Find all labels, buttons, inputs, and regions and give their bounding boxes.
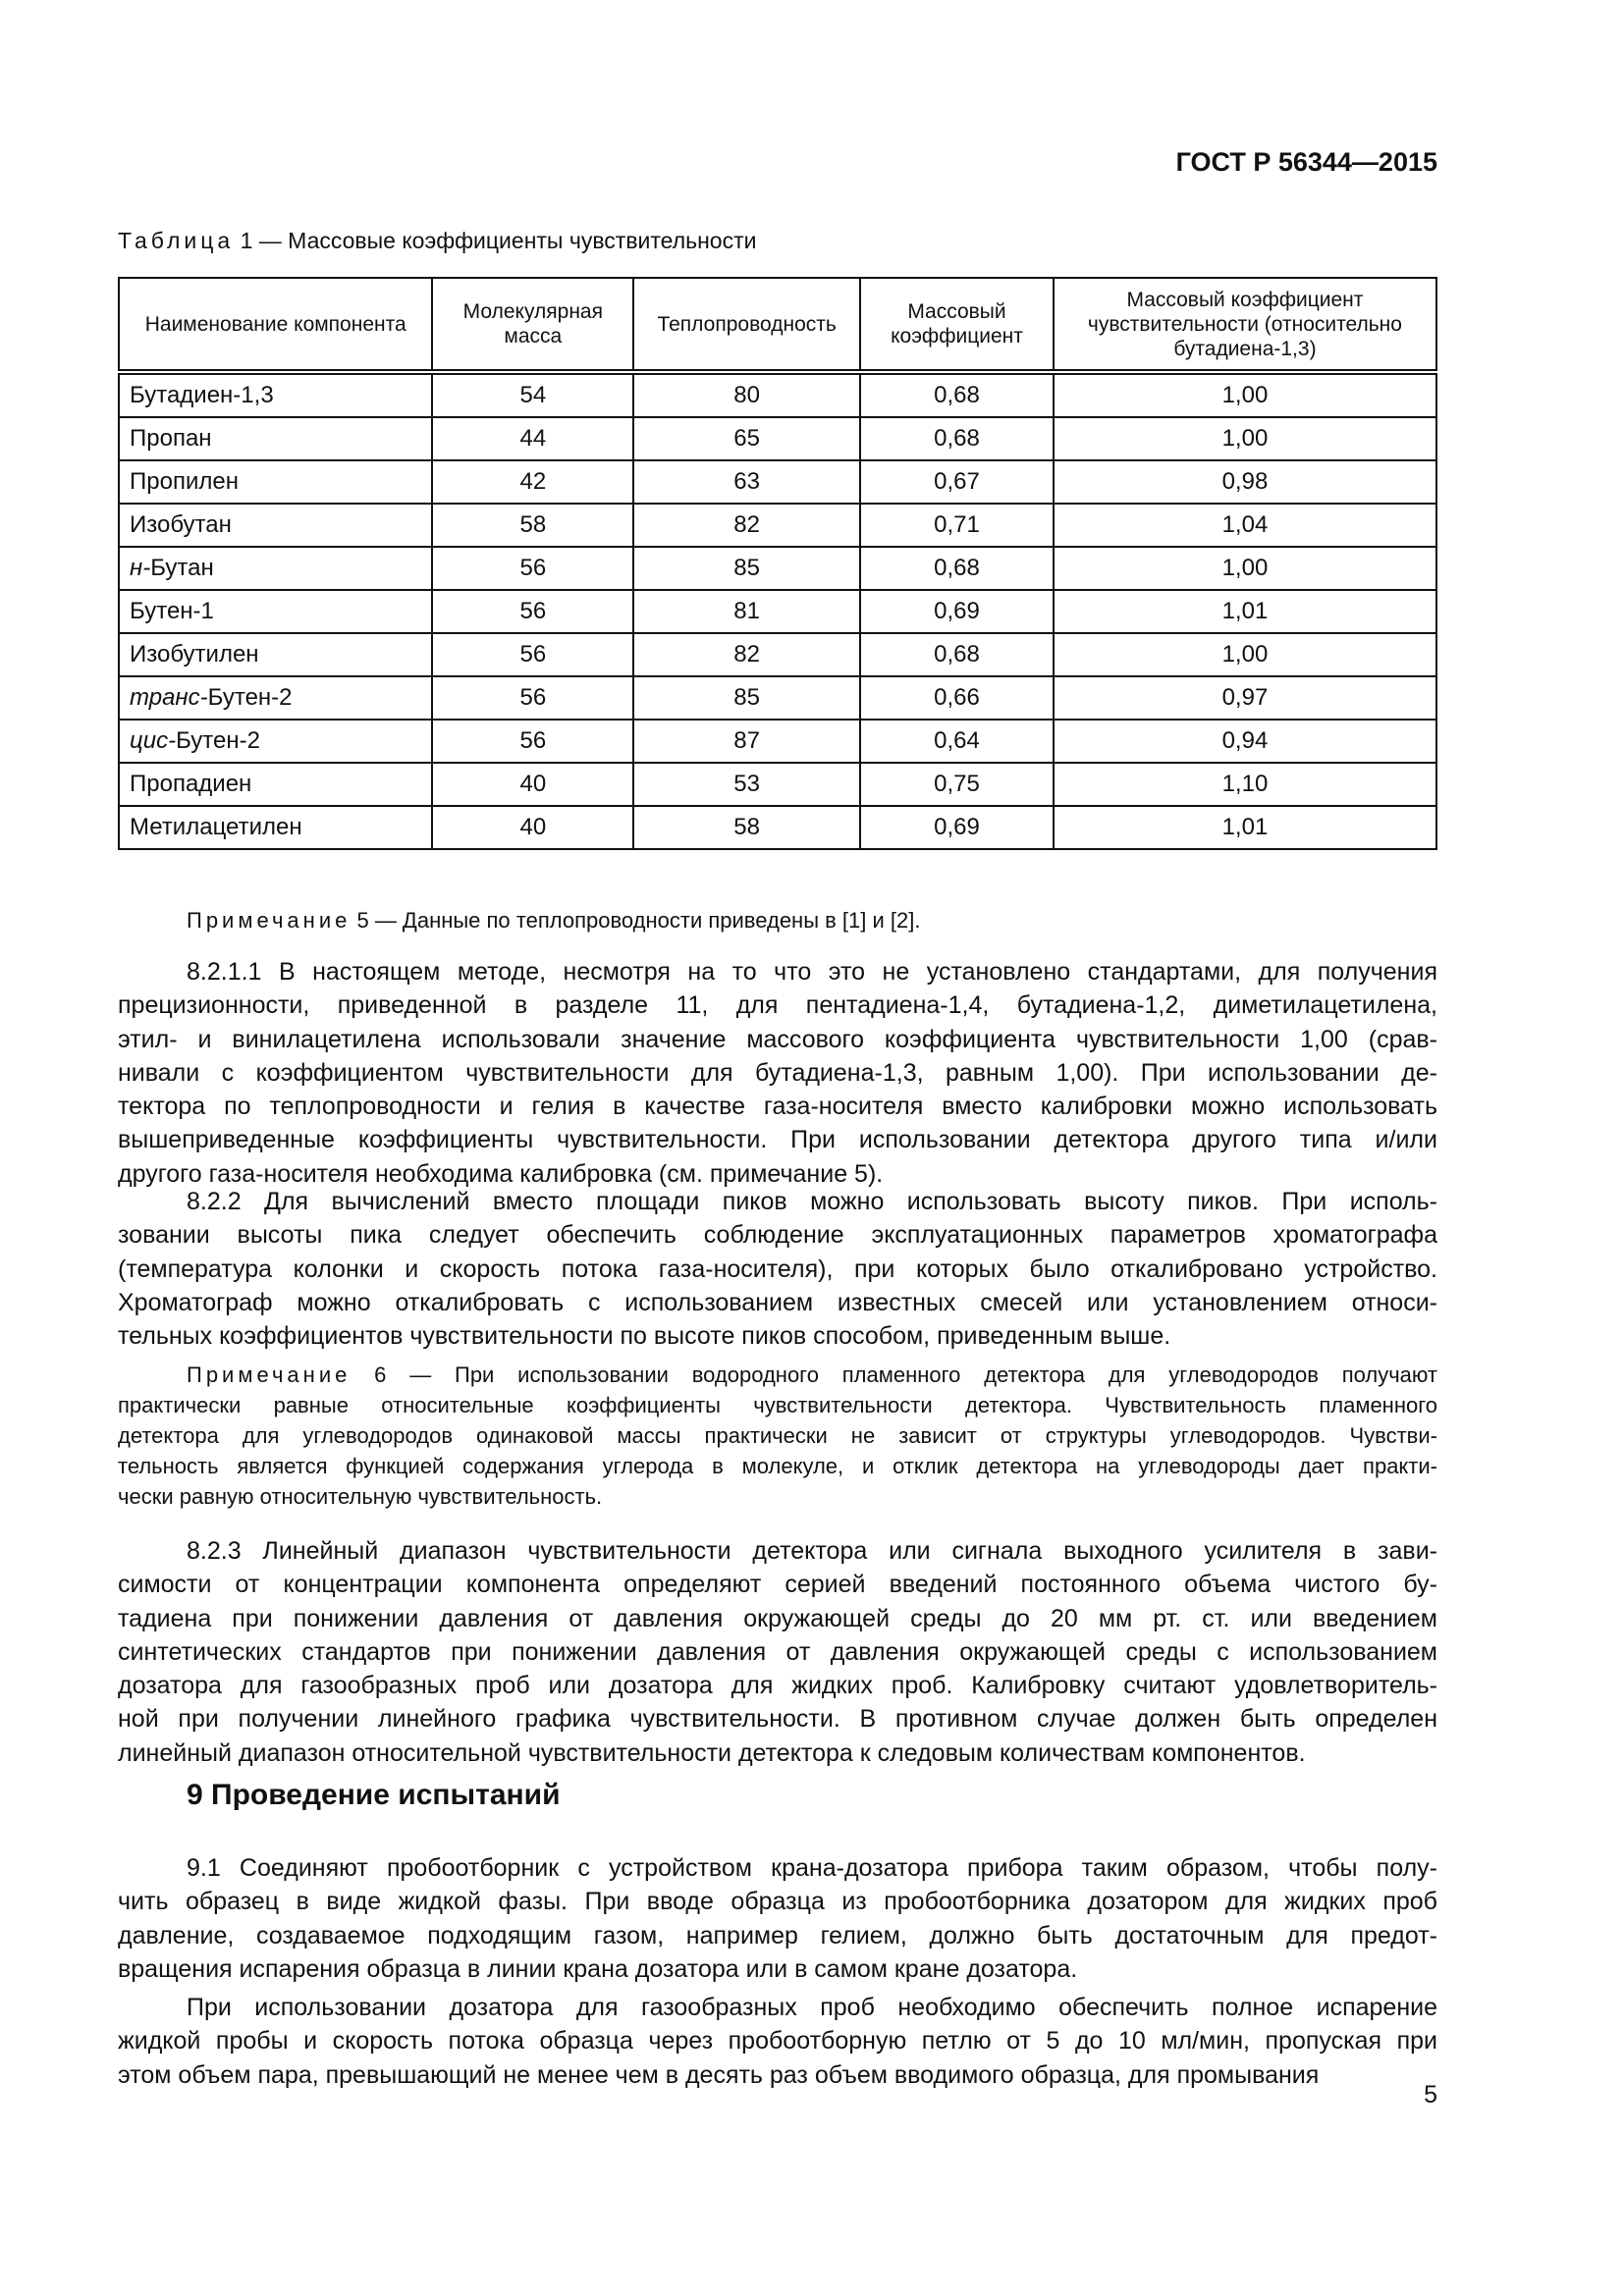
text-line (118, 1123, 1437, 1156)
table-row (119, 806, 1436, 849)
line-text: чить образец в виде жидкой фазы. При вводе образца из пробоотборника дозатором для жидких проб (118, 1888, 1437, 1916)
text-line (118, 1736, 1437, 1770)
text-line (118, 1851, 1437, 1885)
text-line (118, 2024, 1437, 2057)
line-text: другого газа-носителя необходима калибровка (см. примечание 5). (118, 1159, 884, 1188)
line-text: 8.2.3 Линейный диапазон чувствительности детектора или сигнала выходного усилителя в зави- (187, 1537, 1437, 1565)
text-line (118, 1390, 1437, 1420)
component-label: Изобутилен (130, 641, 259, 667)
table-row (119, 720, 1436, 763)
cell-mass-coef: 0,68 (860, 417, 1054, 460)
table-row (119, 763, 1436, 806)
table-caption (118, 228, 756, 254)
text-line (118, 1185, 1437, 1218)
cell-tc: 58 (633, 806, 860, 849)
line-text: тельных коэффициентов чувствительности по высоте пиков способом, приведенным выше. (118, 1322, 1171, 1351)
cell-mass-coef: 0,69 (860, 806, 1054, 849)
line-text: тадиена при понижении давления от давления окружающей среды до 20 мм рт. ст. или введением (118, 1604, 1437, 1632)
line-text: чески равную относительную чувствительность. (118, 1484, 603, 1509)
text-line (118, 1218, 1437, 1252)
cell-mass-coef: 0,75 (860, 763, 1054, 806)
cell-rel-coef: 1,00 (1054, 547, 1436, 590)
line-text: 6 — При использовании водородного пламенного детектора для углеводородов получают (374, 1362, 1437, 1387)
line-text: ной при получении линейного графика чувствительности. В противном случае должен быть определен (118, 1705, 1437, 1734)
cell-mw: 42 (432, 460, 633, 504)
text-line (118, 1056, 1437, 1090)
line-text: 9.1 Соединяют пробоотборник с устройством крана-дозатора прибора таким образом, чтобы полу- (187, 1854, 1437, 1882)
isomer-prefix: н- (130, 555, 151, 581)
cell-tc: 85 (633, 547, 860, 590)
cell-mw: 58 (432, 504, 633, 547)
table-row (119, 417, 1436, 460)
cell-mass-coef: 0,66 (860, 676, 1054, 720)
line-text: жидкой пробы и скорость потока образца через пробоотборную петлю от 5 до 10 мл/мин, пропуская при (118, 2027, 1437, 2056)
component-name (119, 417, 432, 460)
cell-rel-coef: 1,01 (1054, 806, 1436, 849)
cell-tc: 87 (633, 720, 860, 763)
component-name (119, 547, 432, 590)
isomer-prefix: цис- (130, 727, 177, 754)
line-text: этил- и винилацетилена использовали значение массового коэффициента чувствительности 1,00 (срав- (118, 1025, 1437, 1053)
section-heading: 9 Проведение испытаний (187, 1779, 561, 1811)
line-text: давление, создаваемое подходящим газом, например гелием, должно быть достаточным для предот- (118, 1921, 1437, 1949)
column-header: Наименование компонента (119, 278, 432, 372)
cell-mw: 40 (432, 806, 633, 849)
table-row (119, 504, 1436, 547)
line-text: практически равные относительные коэффициенты чувствительности детектора. Чувствительность пламенного (118, 1393, 1437, 1417)
text-line (118, 1253, 1437, 1286)
cell-mw: 40 (432, 763, 633, 806)
component-name (119, 676, 432, 720)
table-row (119, 676, 1436, 720)
text-line (118, 1568, 1437, 1601)
text-line (118, 905, 1437, 935)
table-header-row (119, 278, 1436, 372)
cell-mass-coef: 0,69 (860, 590, 1054, 633)
cell-mass-coef: 0,71 (860, 504, 1054, 547)
text-line (118, 1023, 1437, 1056)
line-text: 8.2.1.1 В настоящем методе, несмотря на то что это не установлено стандартами, для получения (187, 958, 1437, 986)
note-label: Примечание (187, 908, 352, 933)
cell-mw: 56 (432, 633, 633, 676)
cell-tc: 85 (633, 676, 860, 720)
text-line (118, 1702, 1437, 1735)
cell-mass-coef: 0,68 (860, 633, 1054, 676)
text-line (118, 1602, 1437, 1635)
cell-tc: 53 (633, 763, 860, 806)
component-name (119, 720, 432, 763)
line-text: (температура колонки и скорость потока газа-носителя), при которых было откалибровано устройство. (118, 1255, 1437, 1283)
text-line (118, 1885, 1437, 1918)
document-id-header: ГОСТ Р 56344—2015 (1175, 147, 1437, 177)
line-text: зовании высоты пика следует обеспечить соблюдение эксплуатационных параметров хроматографа (118, 1221, 1437, 1250)
text-line (118, 1090, 1437, 1123)
cell-mw: 56 (432, 590, 633, 633)
cell-mass-coef: 0,67 (860, 460, 1054, 504)
text-line (118, 1360, 1437, 1390)
cell-rel-coef: 0,94 (1054, 720, 1436, 763)
cell-mw: 44 (432, 417, 633, 460)
paragraph (118, 1534, 1437, 1770)
text-line (118, 1991, 1437, 2024)
table-row (119, 547, 1436, 590)
text-line (118, 1919, 1437, 1952)
line-text: прецизионности, приведенной в разделе 11, для пентадиена-1,4, бутадиена-1,2, диметилацетилена, (118, 991, 1437, 1020)
component-name (119, 590, 432, 633)
text-line (118, 2058, 1437, 2092)
text-line (118, 1451, 1437, 1481)
column-header: Массовый коэффициент чувствительности (относительно бутадиена-1,3) (1054, 278, 1436, 372)
component-name (119, 763, 432, 806)
component-name (119, 372, 432, 417)
component-label: Изобутан (130, 511, 232, 538)
line-text: тектора по теплопроводности и гелия в качестве газа-носителя вместо калибровки можно использовать (118, 1093, 1437, 1121)
cell-mass-coef: 0,64 (860, 720, 1054, 763)
text-line (118, 1481, 1437, 1512)
line-text: 8.2.2 Для вычислений вместо площади пиков можно использовать высоту пиков. При исполь- (187, 1188, 1437, 1215)
cell-tc: 82 (633, 633, 860, 676)
sensitivity-table (118, 277, 1437, 850)
cell-rel-coef: 1,10 (1054, 763, 1436, 806)
text-line (118, 988, 1437, 1022)
component-label: Бутен-2 (207, 684, 293, 711)
component-label: Бутан (150, 555, 214, 581)
paragraph (118, 1851, 1437, 1986)
line-text: этом объем пара, превышающий не менее чем в десять раз объем вводимого образца, для промывания (118, 2060, 1320, 2089)
cell-tc: 82 (633, 504, 860, 547)
component-name (119, 504, 432, 547)
cell-mass-coef: 0,68 (860, 372, 1054, 417)
cell-rel-coef: 1,00 (1054, 417, 1436, 460)
text-line (118, 1319, 1437, 1353)
text-line (118, 1669, 1437, 1702)
line-text: детектора для углеводородов одинаковой массы практически не зависит от структуры углеводородов. Чувстви- (118, 1423, 1437, 1448)
component-label: Пропилен (130, 468, 239, 495)
cell-rel-coef: 0,97 (1054, 676, 1436, 720)
line-text: 5 — Данные по теплопроводности приведены в [1] и [2]. (356, 908, 921, 933)
component-name (119, 460, 432, 504)
cell-mw: 56 (432, 676, 633, 720)
text-line (118, 1420, 1437, 1451)
table-row (119, 460, 1436, 504)
column-header: Молекулярная масса (432, 278, 633, 372)
cell-rel-coef: 1,00 (1054, 372, 1436, 417)
note (118, 1360, 1437, 1512)
component-name (119, 806, 432, 849)
component-name (119, 633, 432, 676)
table-row (119, 372, 1436, 417)
line-text: Хроматограф можно откалибровать с использованием известных смесей или установлением относи- (118, 1288, 1437, 1316)
text-line (118, 955, 1437, 988)
line-text: линейный диапазон относительной чувствительности детектора к следовым количествам компонентов. (118, 1738, 1306, 1767)
line-text: дозатора для газообразных проб или дозатора для жидких проб. Калибровку считают удовлетворитель- (118, 1672, 1437, 1700)
caption-text: 1 — Массовые коэффициенты чувствительности (240, 228, 757, 253)
cell-mw: 56 (432, 720, 633, 763)
table-row (119, 590, 1436, 633)
paragraph (118, 955, 1437, 1191)
line-text: тельность является функцией содержания углерода в молекуле, и отклик детектора на углеводороды дает практи- (118, 1454, 1437, 1478)
component-label: Пропадиен (130, 771, 252, 797)
cell-rel-coef: 1,00 (1054, 633, 1436, 676)
component-label: Метилацетилен (130, 814, 302, 840)
isomer-prefix: транс- (130, 684, 208, 711)
column-header: Теплопроводность (633, 278, 860, 372)
component-label: Бутен-1 (130, 598, 214, 624)
component-label: Бутен-2 (176, 727, 260, 754)
cell-rel-coef: 1,01 (1054, 590, 1436, 633)
cell-tc: 80 (633, 372, 860, 417)
note (118, 905, 1437, 935)
cell-rel-coef: 0,98 (1054, 460, 1436, 504)
line-text: нивали с коэффициентом чувствительности для бутадиена-1,3, равным 1,00). При использовании де- (118, 1058, 1437, 1087)
component-label: Бутадиен-1,3 (130, 382, 274, 408)
caption-label: Таблица (118, 228, 235, 253)
page-number: 5 (1424, 2081, 1437, 2109)
cell-mw: 56 (432, 547, 633, 590)
column-header: Массовый коэффициент (860, 278, 1054, 372)
line-text: симости от концентрации компонента определяют серией введений постоянного объема чистого бу- (118, 1571, 1437, 1599)
cell-tc: 65 (633, 417, 860, 460)
component-label: Пропан (130, 425, 212, 452)
cell-tc: 81 (633, 590, 860, 633)
cell-mw: 54 (432, 372, 633, 417)
text-line (118, 1534, 1437, 1568)
paragraph (118, 1185, 1437, 1353)
line-text: синтетических стандартов при понижении давления от давления окружающей среды с использованием (118, 1637, 1437, 1666)
text-line (118, 1286, 1437, 1319)
line-text: вышеприведенные коэффициенты чувствительности. При использовании детектора другого типа и/или (118, 1126, 1437, 1154)
cell-tc: 63 (633, 460, 860, 504)
paragraph (118, 1991, 1437, 2092)
table-row (119, 633, 1436, 676)
line-text: вращения испарения образца в линии крана дозатора или в самом кране дозатора. (118, 1954, 1078, 1983)
line-text: При использовании дозатора для газообразных проб необходимо обеспечить полное испарение (187, 1994, 1437, 2021)
text-line (118, 1635, 1437, 1669)
cell-rel-coef: 1,04 (1054, 504, 1436, 547)
note-label: Примечание (187, 1362, 352, 1387)
text-line (118, 1952, 1437, 1986)
cell-mass-coef: 0,68 (860, 547, 1054, 590)
